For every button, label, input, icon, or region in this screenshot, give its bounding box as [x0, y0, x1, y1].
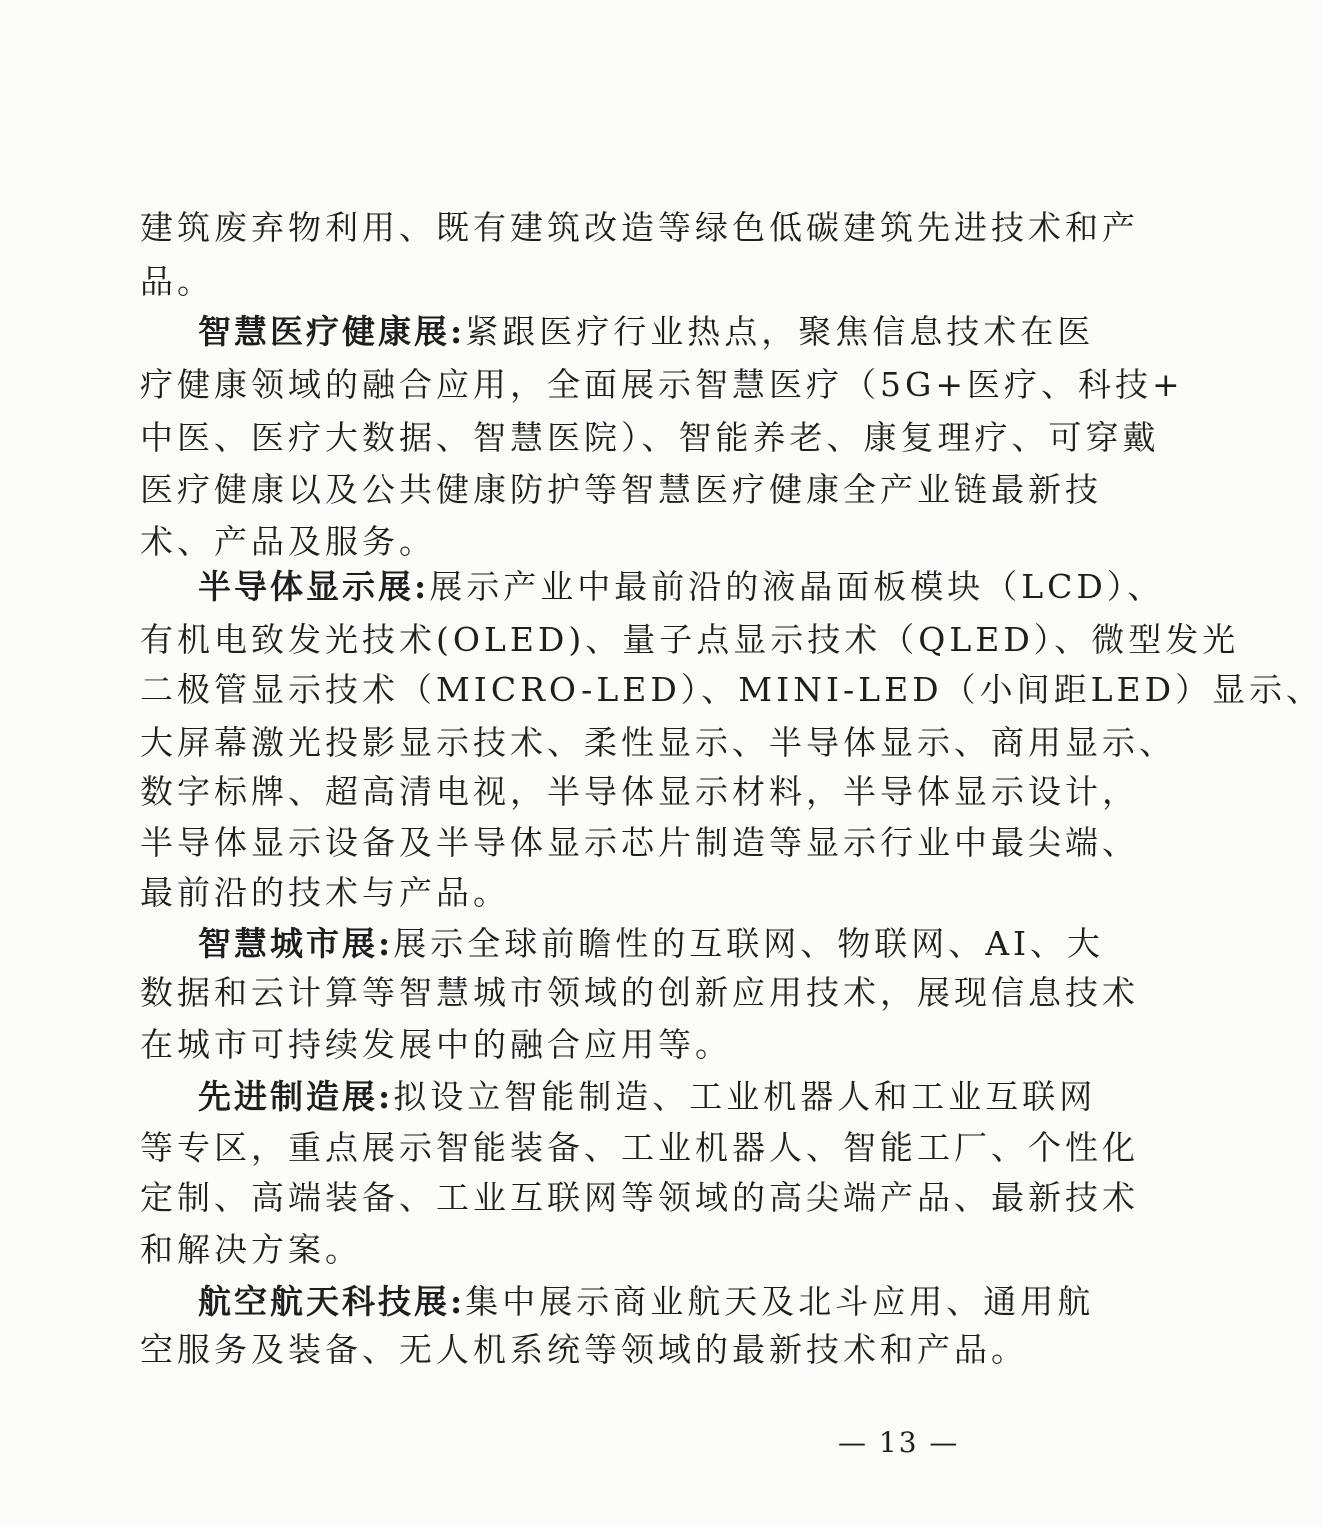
body-line — [140, 418, 1160, 458]
line-text: 等专区，重点展示智能装备、工业机器人、智能工厂、个性化 — [140, 1128, 1139, 1167]
line-text: 建筑废弃物利用、既有建筑改造等绿色低碳建筑先进技术和产 — [140, 208, 1139, 247]
line-text: 展示全球前瞻性的互联网、物联网、AI、大 — [393, 924, 1105, 963]
body-line — [140, 208, 1139, 248]
line-text: 紧跟医疗行业热点，聚焦信息技术在医 — [465, 312, 1095, 351]
line-text: 医疗健康以及公共健康防护等智慧医疗健康全产业链最新技 — [140, 470, 1102, 509]
body-line — [140, 1178, 1139, 1218]
line-text: 最前沿的技术与产品。 — [140, 873, 510, 912]
line-text: 疗健康领域的融合应用，全面展示智慧医疗（5G+医疗、科技+ — [140, 365, 1184, 404]
section-heading-semiconductor-display: 半导体显示展: — [198, 567, 430, 606]
body-line — [140, 1128, 1139, 1168]
line-text: 展示产业中最前沿的液晶面板模块（LCD）、 — [429, 567, 1165, 606]
body-line — [140, 1230, 940, 1270]
line-text: 半导体显示设备及半导体显示芯片制造等显示行业中最尖端、 — [140, 823, 1139, 862]
line-text: 术、产品及服务。 — [140, 522, 436, 561]
line-text: 二极管显示技术（MICRO-LED）、MINI-LED（小间距LED）显示、 — [140, 670, 1323, 709]
body-line — [140, 1330, 1028, 1370]
body-line — [140, 365, 1184, 405]
section-heading-aerospace: 航空航天科技展: — [198, 1282, 466, 1321]
line-text: 品。 — [140, 262, 214, 301]
section-heading-advanced-manufacturing: 先进制造展: — [198, 1077, 394, 1116]
line-text: 在城市可持续发展中的融合应用等。 — [140, 1025, 732, 1064]
line-text: 大屏幕激光投影显示技术、柔性显示、半导体显示、商用显示、 — [140, 723, 1176, 762]
line-text: 有机电致发光技术(OLED)、量子点显示技术（QLED）、微型发光 — [140, 620, 1240, 659]
line-text: 数据和云计算等智慧城市领域的创新应用技术，展现信息技术 — [140, 973, 1139, 1012]
body-line — [140, 262, 940, 302]
line-text: 和解决方案。 — [140, 1230, 362, 1269]
body-line — [140, 823, 1139, 863]
section-heading-smart-healthcare: 智慧医疗健康展: — [198, 312, 466, 351]
line-text: 拟设立智能制造、工业机器人和工业互联网 — [393, 1077, 1097, 1116]
body-line — [140, 1025, 940, 1065]
line-text: 数字标牌、超高清电视，半导体显示材料，半导体显示设计， — [140, 772, 1139, 811]
body-line — [140, 620, 1240, 660]
body-line — [140, 670, 1323, 710]
line-text: 集中展示商业航天及北斗应用、通用航 — [465, 1282, 1095, 1321]
section-intro-semiconductor-display — [198, 567, 1165, 607]
line-text: 定制、高端装备、工业互联网等领域的高尖端产品、最新技术 — [140, 1178, 1139, 1217]
section-heading-smart-city: 智慧城市展: — [198, 924, 394, 963]
section-intro-smart-city — [198, 924, 1105, 964]
line-text: 空服务及装备、无人机系统等领域的最新技术和产品。 — [140, 1330, 1028, 1369]
body-line — [140, 873, 940, 913]
body-line — [140, 973, 1139, 1013]
section-intro-smart-healthcare — [198, 312, 1095, 352]
body-line — [140, 470, 1102, 510]
section-intro-advanced-manufacturing — [198, 1077, 1097, 1117]
page-number: — 13 — — [838, 1426, 960, 1459]
body-line — [140, 772, 1139, 812]
body-line — [140, 522, 940, 562]
line-text: 中医、医疗大数据、智慧医院）、智能养老、康复理疗、可穿戴 — [140, 418, 1160, 457]
section-intro-aerospace — [198, 1282, 1095, 1322]
body-line — [140, 723, 1176, 763]
